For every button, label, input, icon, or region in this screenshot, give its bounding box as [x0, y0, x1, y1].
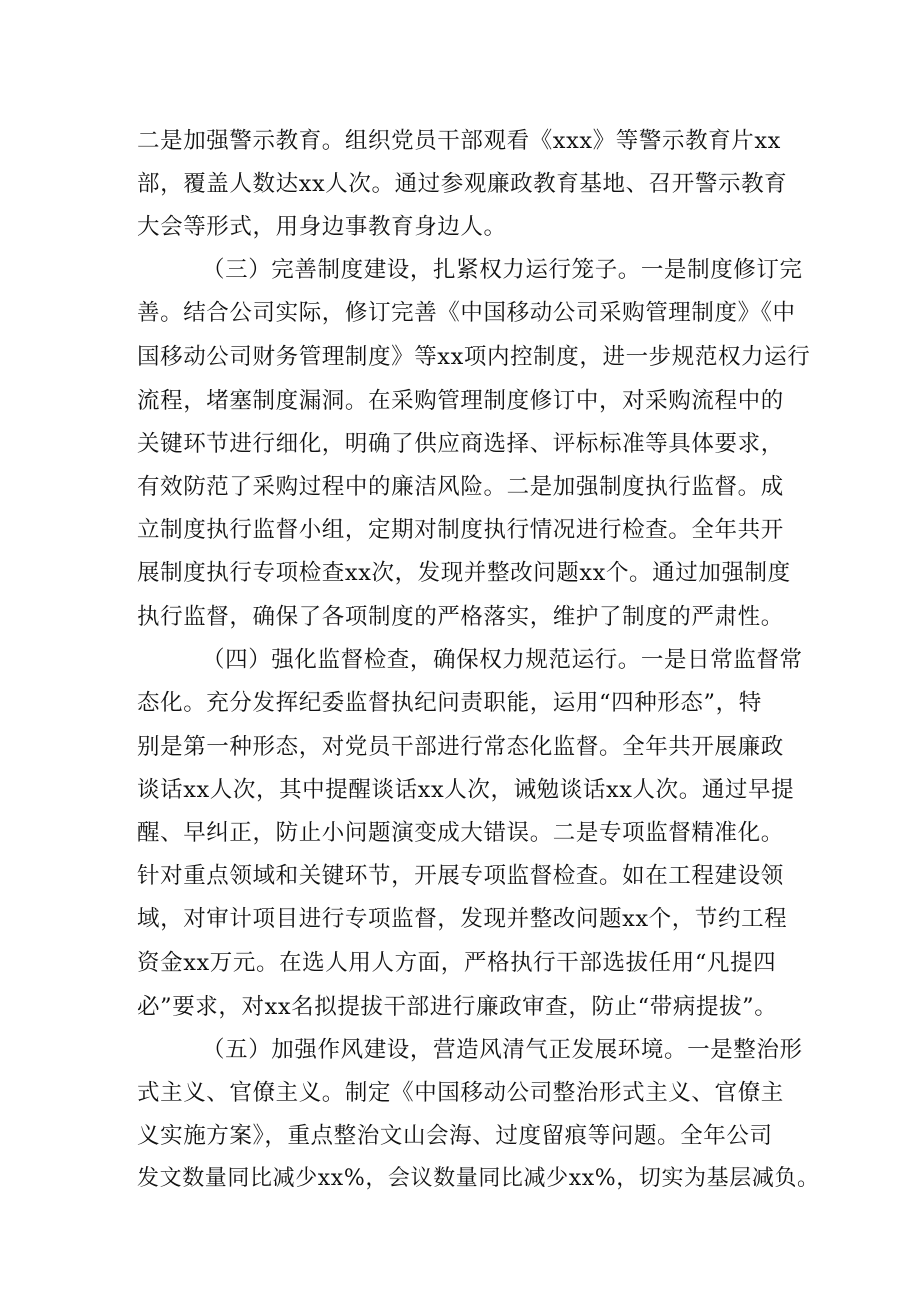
- text-line: 有效防范了采购过程中的廉洁风险。二是加强制度执行监督。成: [137, 474, 784, 500]
- text-line: 善。结合公司实际，修订完善《中国移动公司采购管理制度》《中: [137, 300, 796, 326]
- text-line: 发文数量同比减少xx%，会议数量同比减少xx%，切实为基层减负。: [137, 1166, 820, 1191]
- text-line: 部，覆盖人数达xx人次。通过参观廉政教育基地、召开警示教育: [137, 171, 788, 197]
- section-heading-3: （三）完善制度建设，扎紧权力运行笼子。一是制度修订完: [202, 257, 803, 283]
- text-line: 域，对审计项目进行专项监督，发现并整改问题xx个，节约工程: [137, 906, 788, 932]
- text-line: 义实施方案》，重点整治文山会海、过度留痕等问题。全年公司: [137, 1123, 773, 1149]
- text-line: 二是加强警示教育。组织党员干部观看《xxx》等警示教育片xx: [137, 128, 781, 154]
- text-line: 必”要求，对xx名拟提拔干部进行廉政审查，防止“带病提拔”。: [137, 994, 778, 1020]
- text-line: 流程，堵塞制度漏洞。在采购管理制度修订中，对采购流程中的: [137, 388, 784, 414]
- section-heading-4: （四）强化监督检查，确保权力规范运行。一是日常监督常: [202, 647, 803, 673]
- text-line: 针对重点领域和关键环节，开展专项监督检查。如在工程建设领: [137, 863, 784, 889]
- section-heading-5: （五）加强作风建设，营造风清气正发展环境。一是整治形: [202, 1037, 803, 1063]
- text-line: 立制度执行监督小组，定期对制度执行情况进行检查。全年共开: [137, 517, 784, 543]
- text-line: 别是第一种形态，对党员干部进行常态化监督。全年共开展廉政: [137, 734, 784, 760]
- text-line: 谈话xx人次，其中提醒谈话xx人次，诫勉谈话xx人次。通过早提: [137, 777, 795, 803]
- text-line: 式主义、官僚主义。制定《中国移动公司整治形式主义、官僚主: [137, 1080, 784, 1106]
- text-line: 国移动公司财务管理制度》等xx项内控制度，进一步规范权力运行: [137, 344, 811, 370]
- text-line: 资金xx万元。在选人用人方面，严格执行干部选拔任用“凡提四: [137, 950, 777, 976]
- text-line: 大会等形式，用身边事教育身边人。: [137, 214, 507, 240]
- text-line: 执行监督，确保了各项制度的严格落实，维护了制度的严肃性。: [137, 604, 784, 630]
- text-line: 展制度执行专项检查xx次，发现并整改问题xx个。通过加强制度: [137, 560, 791, 586]
- text-line: 醒、早纠正，防止小问题演变成大错误。二是专项监督精准化。: [137, 820, 784, 846]
- text-line: 态化。充分发挥纪委监督执纪问责职能，运用“四种形态”，特: [137, 690, 762, 716]
- text-line: 关键环节进行细化，明确了供应商选择、评标标准等具体要求，: [137, 431, 784, 457]
